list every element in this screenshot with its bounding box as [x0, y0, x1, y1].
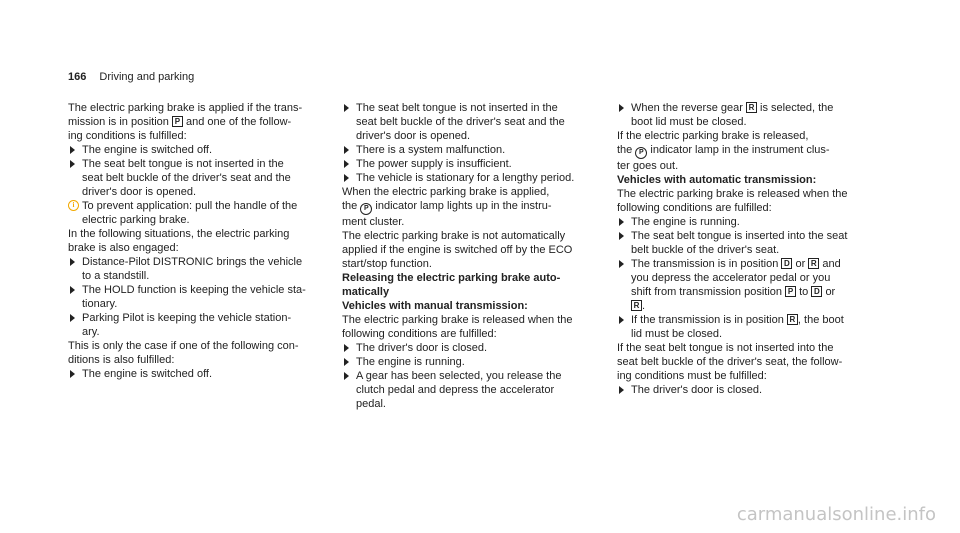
paragraph: This is only the case if one of the following con- ditions is also fulfilled: — [68, 340, 299, 366]
list-item: The HOLD function is keeping the vehicle sta- tionary. — [68, 283, 330, 311]
list-item: If the transmission is in position R , the boot lid must be closed. — [617, 313, 879, 341]
gear-r-icon: R — [808, 258, 819, 269]
paragraph: The electric parking brake is not automatically applied if the engine is switched off by the ECO start/stop function. — [342, 230, 573, 270]
list-item: Parking Pilot is keeping the vehicle station- ary. — [68, 311, 330, 339]
paragraph: The electric parking brake is applied if the trans- mission is in position P and one of the follow- ing conditions is fulfilled: — [68, 102, 303, 142]
gear-d-icon: D — [811, 286, 822, 297]
list-item: Distance-Pilot DISTRONIC brings the vehicle to a standstill. — [68, 255, 330, 283]
list-item: The engine is running. — [617, 215, 879, 229]
list-item: A gear has been selected, you release the clutch pedal and depress the accelerator pedal. — [342, 369, 604, 411]
page-header — [68, 71, 194, 83]
gear-p-icon: P — [172, 116, 183, 127]
list-item: The engine is switched off. — [68, 143, 330, 157]
page-number: 166 — [68, 71, 87, 83]
paragraph: The electric parking brake is released when the following conditions are fulfilled: — [342, 314, 573, 340]
list-item: The driver's door is closed. — [342, 341, 604, 355]
list-item: The seat belt tongue is inserted into the seat belt buckle of the driver's seat. — [617, 229, 879, 257]
column-1 — [68, 101, 330, 381]
list-item: The engine is running. — [342, 355, 604, 369]
gear-r-icon: R — [746, 102, 757, 113]
section-heading: Releasing the electric parking brake auto- matically — [342, 272, 561, 298]
section-title: Driving and parking — [99, 71, 195, 83]
list-item: The transmission is in position D or R and you depress the accelerator pedal or you shift from transmission position P to D or R . — [617, 257, 879, 313]
column-3 — [617, 101, 879, 397]
parking-brake-lamp-icon: P — [635, 147, 647, 159]
list-item: The vehicle is stationary for a lengthy period. — [342, 171, 604, 185]
list-item: There is a system malfunction. — [342, 143, 604, 157]
paragraph: When the electric parking brake is applied, the P indicator lamp lights up in the instru- ment cluster. — [342, 186, 552, 228]
note: i To prevent application: pull the handle of the electric parking brake. — [68, 199, 330, 227]
column-2 — [342, 101, 604, 411]
subheading: Vehicles with automatic transmission: — [617, 174, 817, 186]
gear-r-icon: R — [787, 314, 798, 325]
paragraph: If the electric parking brake is released, the P indicator lamp in the instrument clus- ter goes out. — [617, 130, 830, 172]
list-item: The seat belt tongue is not inserted in the seat belt buckle of the driver's seat and the driver's door is opened. — [342, 101, 604, 143]
parking-brake-lamp-icon: P — [360, 203, 372, 215]
info-icon: i — [68, 200, 79, 211]
list-item: The seat belt tongue is not inserted in the seat belt buckle of the driver's seat and the driver's door is opened. — [68, 157, 330, 199]
gear-r-icon: R — [631, 300, 642, 311]
list-item: The engine is switched off. — [68, 367, 330, 381]
list-item: The power supply is insufficient. — [342, 157, 604, 171]
gear-d-icon: D — [781, 258, 792, 269]
paragraph: If the seat belt tongue is not inserted into the seat belt buckle of the driver's seat, the follow- ing conditions must be fulfilled: — [617, 342, 843, 382]
paragraph: The electric parking brake is released when the following conditions are fulfilled: — [617, 188, 848, 214]
gear-p-icon: P — [785, 286, 796, 297]
list-item: When the reverse gear R is selected, the boot lid must be closed. — [617, 101, 879, 129]
paragraph: In the following situations, the electric parking brake is also engaged: — [68, 228, 290, 254]
watermark: carmanualsonline.info — [736, 504, 936, 525]
list-item: The driver's door is closed. — [617, 383, 879, 397]
subheading: Vehicles with manual transmission: — [342, 300, 528, 312]
